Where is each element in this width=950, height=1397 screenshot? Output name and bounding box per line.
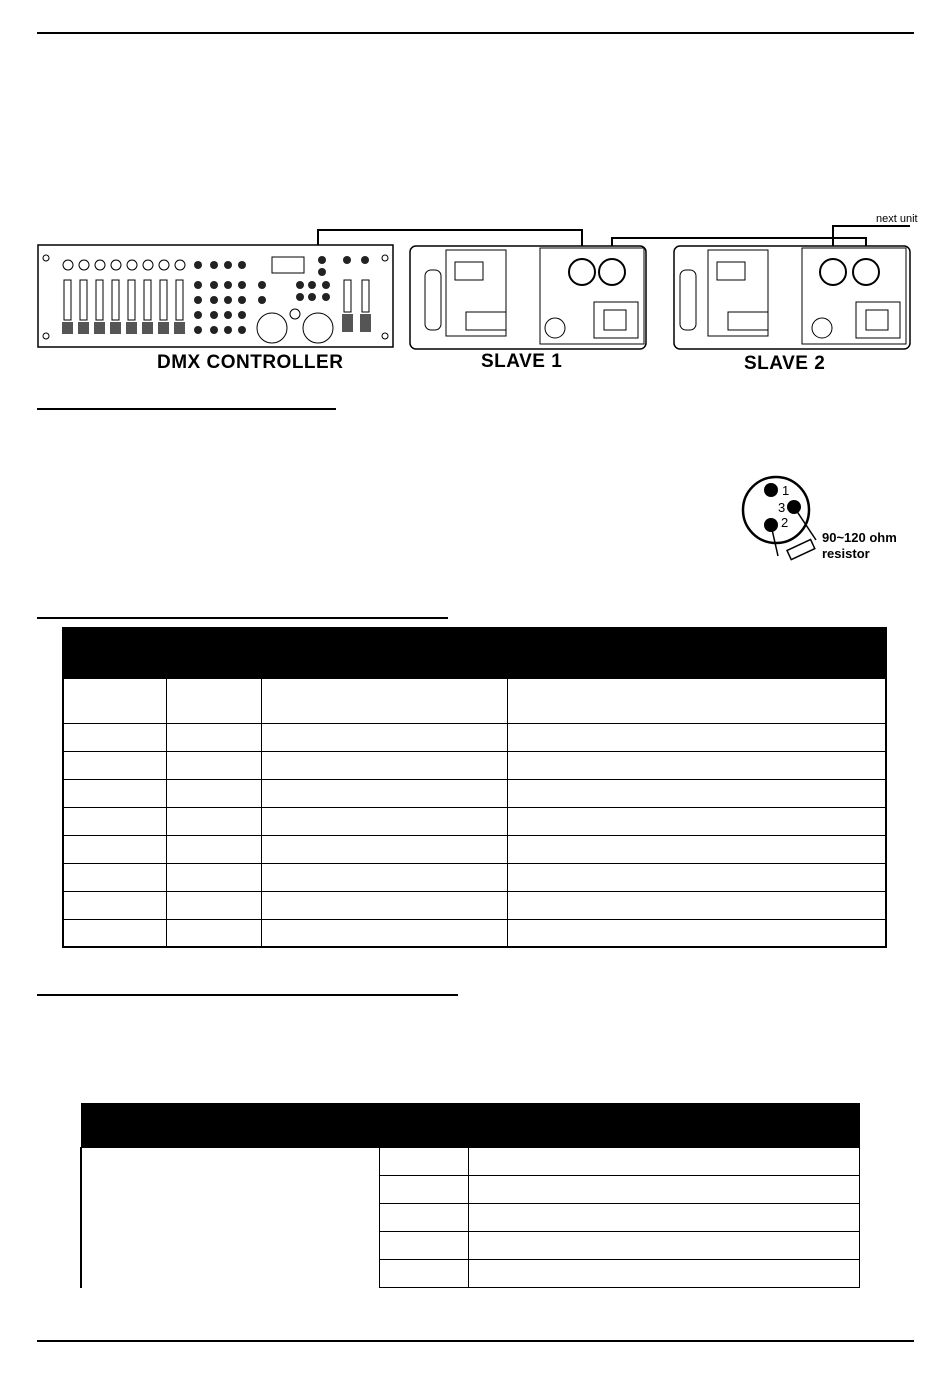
- slave1-device: [410, 246, 646, 349]
- table2-header-cell: [379, 1104, 468, 1148]
- table2-header-cell: [81, 1104, 379, 1148]
- table1-header-cell: [63, 628, 167, 678]
- table-cell: [167, 835, 262, 863]
- table-cell: [508, 891, 887, 919]
- table-cell: [63, 723, 167, 751]
- xlr-terminator-diagram: [738, 470, 918, 580]
- table-cell: [63, 863, 167, 891]
- xlr-pin2-label: 2: [781, 515, 789, 530]
- table1-header-cell: [508, 628, 887, 678]
- slave1-label: SLAVE 1: [481, 351, 563, 372]
- slave2-device: [674, 246, 910, 349]
- table-row: [81, 1148, 860, 1176]
- section-heading-underline-2: [37, 617, 448, 619]
- channel-table-2: [80, 1103, 860, 1288]
- bottom-page-rule: [37, 1340, 914, 1342]
- table-cell: [379, 1176, 468, 1204]
- table-cell: [508, 751, 887, 779]
- next-unit-label: next unit: [876, 213, 918, 225]
- resistor-word-label: resistor: [822, 546, 870, 561]
- table-cell: [508, 779, 887, 807]
- xlr-terminator-svg: [738, 470, 918, 580]
- section-heading-underline-1: [37, 408, 336, 410]
- table-row: [63, 835, 886, 863]
- table-cell: [262, 891, 508, 919]
- cable-slave1-to-slave2: [612, 238, 866, 246]
- table2-merged-cell: [81, 1148, 379, 1288]
- table-row: [63, 919, 886, 947]
- slave2-label: SLAVE 2: [744, 353, 826, 374]
- table-row: [63, 779, 886, 807]
- table-cell: [468, 1260, 860, 1288]
- table-cell: [167, 891, 262, 919]
- table-cell: [63, 779, 167, 807]
- table-cell: [508, 863, 887, 891]
- table-cell: [167, 678, 262, 723]
- table-row: [63, 891, 886, 919]
- table-cell: [63, 919, 167, 947]
- dmx-cables: [318, 226, 910, 248]
- xlr-pin1-label: 1: [782, 483, 790, 498]
- cable-slave2-to-next: [833, 226, 910, 246]
- table-cell: [63, 891, 167, 919]
- table-cell: [167, 779, 262, 807]
- table-cell: [508, 678, 887, 723]
- table-cell: [508, 723, 887, 751]
- table-cell: [379, 1232, 468, 1260]
- table-cell: [468, 1232, 860, 1260]
- table1-header-row: [63, 628, 886, 678]
- section-heading-underline-3: [37, 994, 458, 996]
- table-cell: [508, 835, 887, 863]
- table-cell: [468, 1176, 860, 1204]
- dmx-connection-diagram: [0, 210, 950, 385]
- table-cell: [63, 835, 167, 863]
- table-cell: [262, 863, 508, 891]
- table-row: [63, 751, 886, 779]
- table-row: [63, 678, 886, 723]
- table-cell: [468, 1204, 860, 1232]
- top-page-rule: [37, 32, 914, 34]
- table-cell: [508, 807, 887, 835]
- table-cell: [508, 919, 887, 947]
- xlr-pin3-label: 3: [778, 500, 786, 515]
- table1-header-cell: [167, 628, 262, 678]
- table-cell: [468, 1148, 860, 1176]
- table-row: [63, 723, 886, 751]
- table-cell: [167, 919, 262, 947]
- table2-header-row: [81, 1104, 860, 1148]
- table2-header-cell: [468, 1104, 860, 1148]
- table-cell: [379, 1260, 468, 1288]
- resistor-shape: [787, 540, 815, 560]
- table-cell: [379, 1204, 468, 1232]
- table1-header-cell: [262, 628, 508, 678]
- table-cell: [167, 807, 262, 835]
- resistor-value-label: 90~120 ohm: [822, 530, 897, 545]
- table-cell: [262, 678, 508, 723]
- table-cell: [262, 779, 508, 807]
- table-cell: [63, 751, 167, 779]
- table-cell: [379, 1148, 468, 1176]
- table-cell: [262, 751, 508, 779]
- table-cell: [262, 835, 508, 863]
- table-cell: [167, 863, 262, 891]
- xlr-pin-1: [764, 483, 778, 497]
- table-cell: [63, 678, 167, 723]
- table-cell: [63, 807, 167, 835]
- table-cell: [262, 919, 508, 947]
- table-row: [63, 863, 886, 891]
- dmx-controller-device: [38, 245, 393, 347]
- dmx-controller-label: DMX CONTROLLER: [157, 352, 344, 373]
- table-cell: [167, 751, 262, 779]
- table-cell: [262, 807, 508, 835]
- channel-table-1: [62, 627, 887, 948]
- table-cell: [167, 723, 262, 751]
- table-row: [63, 807, 886, 835]
- table-cell: [262, 723, 508, 751]
